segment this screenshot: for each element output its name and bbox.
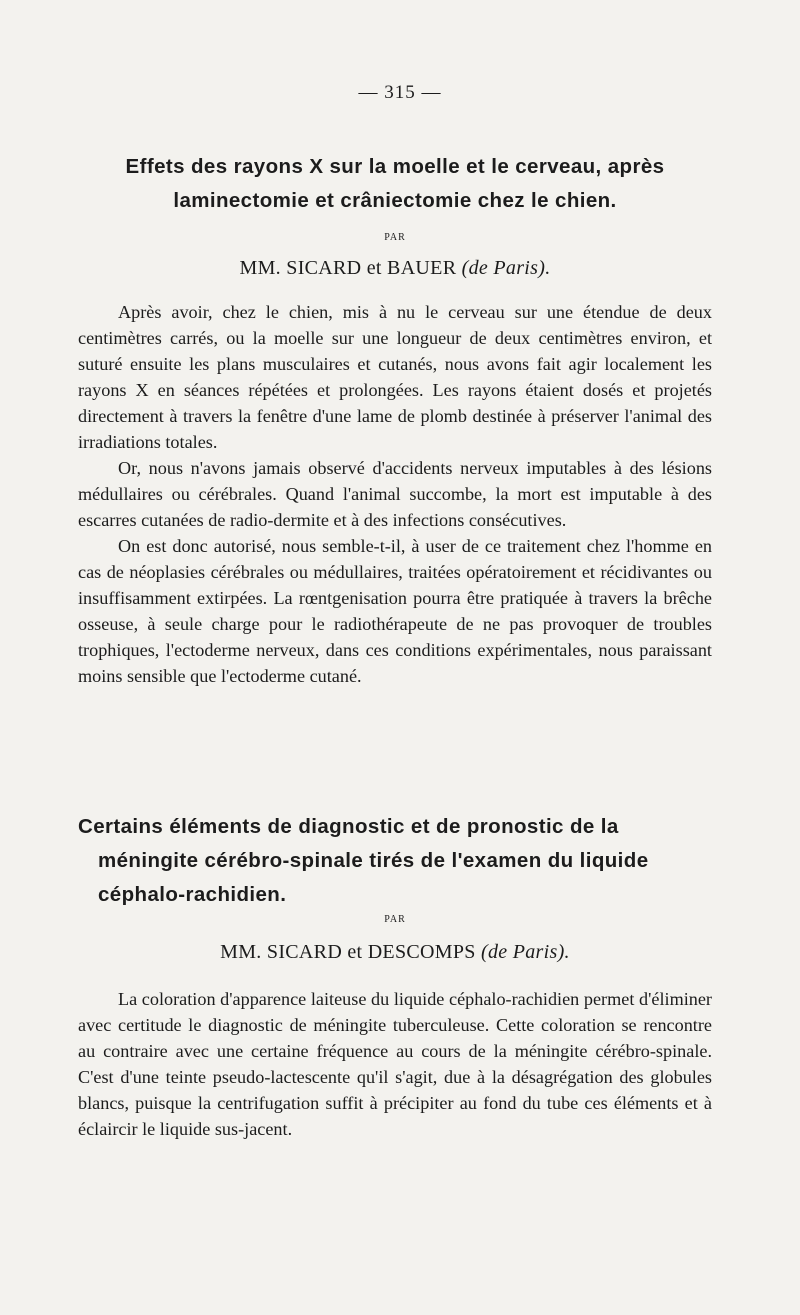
- paragraph: Or, nous n'avons jamais observé d'accidents nerveux imputables à des lésions médullaires ou cérébrales. Quand l'animal succombe, la mort est imputable à des escarres cutanées de radio-dermite et à des infections consécutives.: [78, 458, 712, 530]
- authors-names: MM. SICARD et BAUER: [239, 257, 457, 279]
- title-line: méningite cérébro-spinale tirés de l'examen du liquide: [98, 849, 649, 872]
- paragraph: Après avoir, chez le chien, mis à nu le cerveau sur une étendue de deux centimètres carrés, ou la moelle sur une longueur de deux centimètres environ, et suturé ensuite les plans musculaires et cutanés, nous avons fait agir localement les rayons X en séances répétées et prolongées. Les rayons étaient dosés et projetés directement à travers la fenêtre d'une lame de plomb destinée à préserver l'animal des irradiations totales.: [78, 302, 712, 452]
- authors-names: MM. SICARD et DESCOMPS: [220, 941, 476, 963]
- paragraph: La coloration d'apparence laiteuse du liquide céphalo-rachidien permet d'éliminer avec certitude le diagnostic de méningite tuberculeuse. Cette coloration se rencontre au contraire avec une certaine fréquence au cours de la méningite cérébro-spinale. C'est d'une teinte pseudo-lactescente qu'il s'agit, due à la désagrégation des globules blancs, puisque la centrifugation suffit à précipiter au fond du tube ces éléments et à éclaircir le liquide sus-jacent.: [78, 989, 712, 1139]
- title-line: laminectomie et crâniectomie chez le chien.: [173, 189, 617, 212]
- title-line: Effets des rayons X sur la moelle et le cerveau, après: [125, 155, 665, 178]
- par-label: PAR: [384, 232, 406, 243]
- article-2-authors: [78, 941, 712, 964]
- title-line: céphalo-rachidien.: [98, 883, 287, 906]
- authors-origin: (de Paris).: [481, 941, 570, 963]
- article-2-title: [78, 810, 712, 912]
- title-line: Certains éléments de diagnostic et de pronostic de la: [78, 815, 619, 838]
- article-1: [78, 150, 712, 689]
- page-number: — 315 —: [358, 82, 442, 103]
- article-2: [78, 810, 712, 1142]
- par-label: PAR: [384, 914, 406, 925]
- paragraph: On est donc autorisé, nous semble-t-il, à user de ce traitement chez l'homme en cas de néoplasies cérébrales ou médullaires, traitées opératoirement et récidivantes ou insuffisamment extirpées. La rœntgenisation pourra être pratiquée à travers la brêche osseuse, à seule charge pour le radiothérapeute de ne pas provoquer de troubles trophiques, l'ectoderme nerveux, dans ces conditions expérimentales, nous paraissant moins sensible que l'ectoderme cutané.: [78, 536, 712, 686]
- article-1-title: [78, 150, 712, 218]
- authors-origin: (de Paris).: [461, 257, 551, 279]
- article-2-body: [78, 986, 712, 1142]
- article-1-body: [78, 299, 712, 689]
- article-1-authors: [78, 257, 712, 280]
